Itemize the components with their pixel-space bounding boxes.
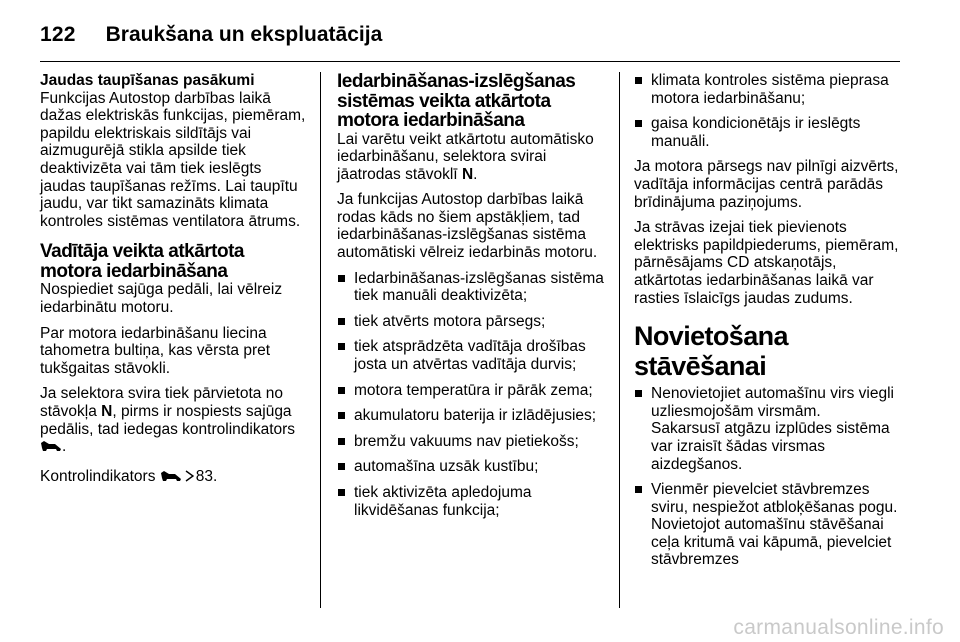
driver-restart-heading: Vadītāja veikta atkārtota motora iedarbināšana: [40, 241, 244, 282]
restart-conditions-list: [337, 270, 605, 520]
column-2: [337, 72, 605, 527]
list-item: gaisa kondicionētājs ir ieslēgts manuāli.: [634, 115, 902, 150]
system-restart-text-2: Ja funkcijas Autostop darbības laikā rodas kāds no šiem apstākļiem, tad iedarbināšanas-izslēgšanas sistēma automātiski vēlreiz iedarbinās motoru.: [337, 191, 598, 262]
list-item: akumulatoru baterija ir izlādējusies;: [337, 407, 605, 425]
list-item: Iedarbināšanas-izslēgšanas sistēma tiek manuāli deaktivizēta;: [337, 270, 605, 305]
page-reference-icon: [185, 470, 194, 482]
reference-page[interactable]: 83.: [195, 467, 218, 485]
list-item: Vienmēr pievelciet stāvbremzes sviru, nespiežot atbloķēšanas pogu. Novietojot automašīnu stāvēšanai ceļa kritumā vai kāpumā, pievelciet stāvbremzes: [634, 481, 902, 569]
list-item: bremžu vakuums nav pietiekošs;: [337, 433, 605, 451]
autostop-car-icon: [160, 470, 182, 482]
page-header: [40, 20, 382, 50]
restart-conditions-list-continued: [634, 72, 902, 150]
system-restart-heading: Iedarbināšanas-izslēgšanas sistēmas veikta atkārtota motora iedarbināšana: [337, 71, 576, 131]
chapter-title: Braukšana un ekspluatācija: [105, 23, 383, 46]
header-rule: [40, 61, 900, 62]
power-saving-heading: Jaudas taupīšanas pasākumi: [40, 72, 255, 89]
watermark: carmanualsonline.info: [733, 616, 944, 639]
parking-heading: Novietošana stāvēšanai: [634, 321, 788, 382]
page-number: 122: [40, 23, 76, 46]
indicator-reference: Kontrolindikators 83.: [40, 467, 218, 485]
driver-restart-text-3: Ja selektora svira tiek pārvietota no stāvokļa N, pirms ir nospiests sajūga pedālis, tad iedegas kontrolindikators .: [40, 385, 296, 456]
column-1: [40, 72, 306, 493]
column-3: [634, 72, 902, 577]
list-item: Nenovietojiet automašīnu virs viegli uzliesmojošām virsmām. Sakarsusī atgāzu izplūdes sistēma var izraisīt šādas virsmas aizdegšanos.: [634, 385, 902, 473]
parking-list: [634, 385, 902, 569]
list-item: tiek aktivizēta apledojuma likvidēšanas funkcija;: [337, 484, 605, 519]
power-outlet-text: Ja strāvas izejai tiek pievienots elektrisks papildpiederums, piemēram, pārnēsājams CD atskaņotājs, atkārtotas iedarbināšanas laikā var rasties īslaicīgs jaudas zudums.: [634, 219, 899, 307]
power-saving-text: Funkcijas Autostop darbības laikā dažas elektriskās funkcijas, piemēram, papildu elektriskais sildītājs vai aizmugurējā stikla apsilde tiek deaktivizēta vai tām tiek ieslēgts jaudas taupīšanas režīms. Lai taupītu jaudu, var tikt samazināts klimata kontroles sistēmas ventilatora ātrums.: [40, 89, 306, 230]
column-divider-1: [320, 72, 321, 608]
list-item: tiek atvērts motora pārsegs;: [337, 313, 605, 331]
autostop-car-icon: [40, 440, 62, 452]
list-item: klimata kontroles sistēma pieprasa motora iedarbināšanu;: [634, 72, 902, 107]
list-item: motora temperatūra ir pārāk zema;: [337, 382, 605, 400]
column-divider-2: [619, 72, 620, 608]
driver-restart-text-2: Par motora iedarbināšanu liecina tahometra bultiņa, kas vērsta pret tukšgaitas stāvokli.: [40, 324, 271, 377]
bonnet-warning-text: Ja motora pārsegs nav pilnīgi aizvērts, vadītāja informācijas centrā parādās brīdinājuma paziņojums.: [634, 158, 899, 211]
driver-restart-text-1: Nospiediet sajūga pedāli, lai vēlreiz iedarbinātu motoru.: [40, 281, 283, 316]
list-item: tiek atsprādzēta vadītāja drošības josta un atvērtas vadītāja durvis;: [337, 338, 605, 373]
list-item: automašīna uzsāk kustību;: [337, 458, 605, 476]
system-restart-text-1: Lai varētu veikt atkārtotu automātisko iedarbināšanu, selektora svirai jāatrodas stāvoklī N.: [337, 130, 594, 183]
